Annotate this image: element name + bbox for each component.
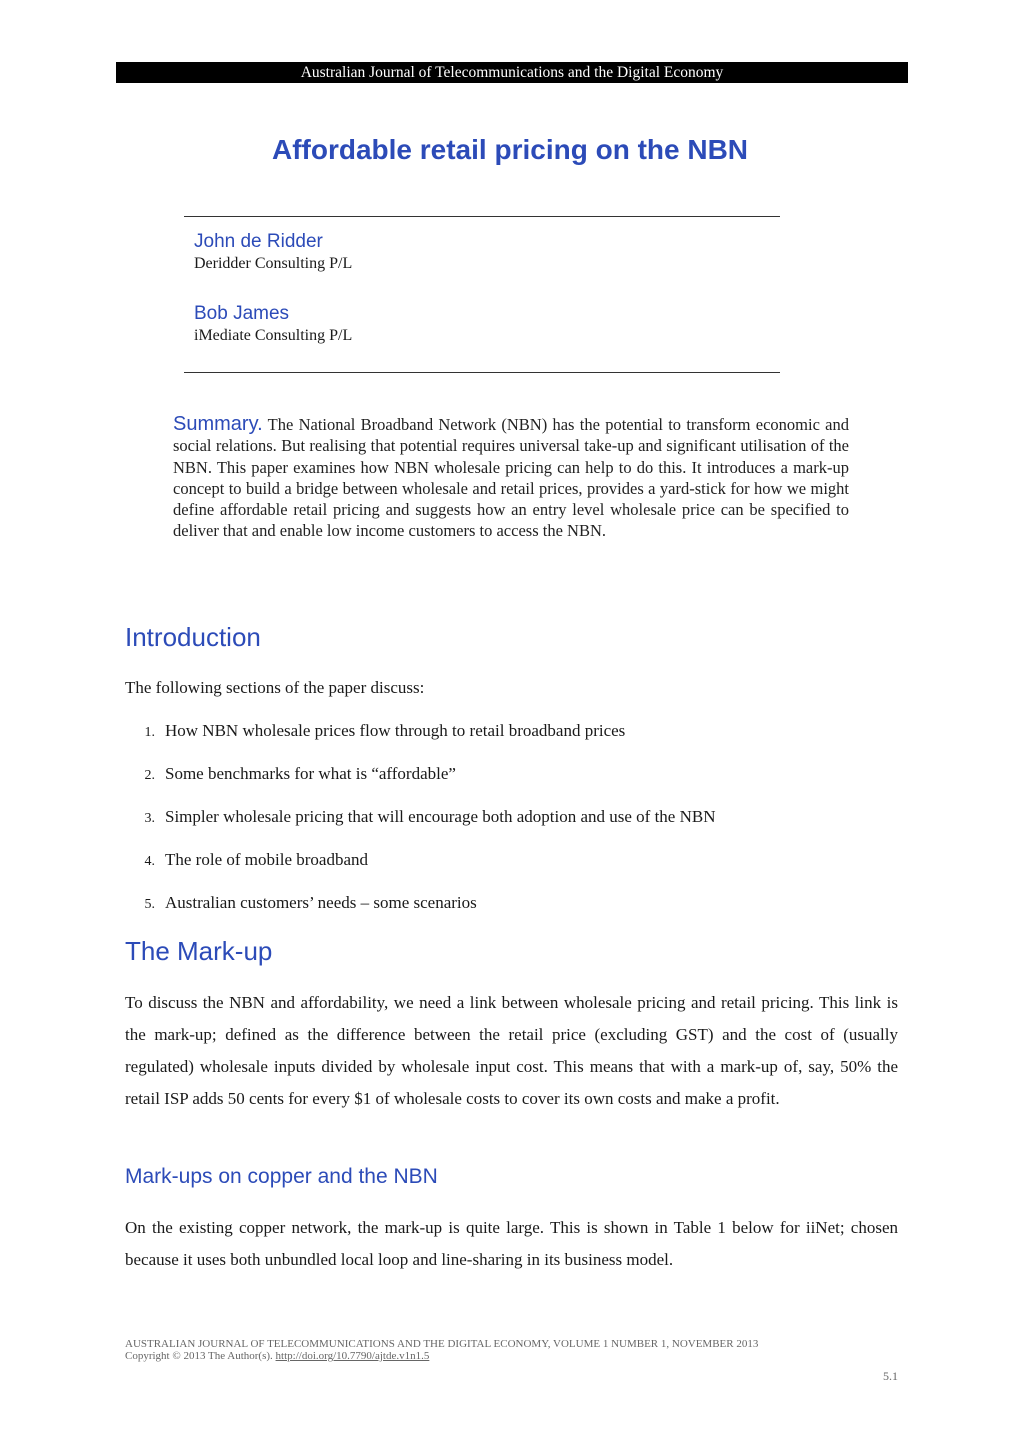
author-block-2 bbox=[194, 302, 352, 346]
list-item-text: How NBN wholesale prices flow through to retail broadband prices bbox=[165, 721, 626, 740]
author-block-1 bbox=[194, 230, 352, 274]
list-item bbox=[125, 763, 715, 806]
authors-top-rule bbox=[184, 216, 780, 217]
footer-copyright-line bbox=[125, 1350, 758, 1362]
author-affiliation: Deridder Consulting P/L bbox=[194, 255, 353, 272]
list-item bbox=[125, 849, 715, 892]
list-item bbox=[125, 806, 715, 849]
list-item-number: 3. bbox=[144, 811, 155, 826]
markup-subheading: Mark-ups on copper and the NBN bbox=[125, 1165, 438, 1188]
list-item-number: 1. bbox=[144, 725, 155, 740]
footer-doi-link[interactable]: http://doi.org/10.7790/ajtde.v1n1.5 bbox=[275, 1350, 430, 1362]
section-list bbox=[125, 720, 715, 935]
footer-copyright: Copyright © 2013 The Author(s). bbox=[125, 1350, 273, 1362]
summary-text: The National Broadband Network (NBN) has the potential to transform economic and social relations. But realising that potential requires universal take-up and significant utilisation of the NBN. This paper examines how NBN wholesale pricing can help to do this. It introduces a mark-up concept to build a bridge between wholesale and retail prices, provides a yard-stick for how we might define affordable retail pricing and suggests how an entry level wholesale price can be specified to deliver that and enable low income customers to access the NBN. bbox=[173, 415, 850, 541]
list-item bbox=[125, 892, 715, 935]
author-name: John de Ridder bbox=[194, 231, 323, 252]
markup-paragraph: To discuss the NBN and affordability, we need a link between wholesale pricing and retail pricing. This link is the mark-up; defined as the difference between the retail price (excluding GST) and the cost of (usually regulated) wholesale inputs divided by wholesale input cost. This means that with a mark-up of, say, 50% the retail ISP adds 50 cents for every $1 of wholesale costs to cover its own costs and make a profit. bbox=[125, 993, 898, 1108]
summary-paragraph bbox=[173, 414, 849, 542]
article-title: Affordable retail pricing on the NBN bbox=[271, 134, 749, 165]
list-item-text: Australian customers’ needs – some scenarios bbox=[165, 893, 477, 912]
summary-label: Summary. bbox=[173, 413, 263, 435]
journal-header-bar: Australian Journal of Telecommunications and the Digital Economy bbox=[116, 62, 908, 83]
introduction-lead: The following sections of the paper discuss: bbox=[125, 678, 425, 697]
footer-citation: AUSTRALIAN JOURNAL OF TELECOMMUNICATIONS AND THE DIGITAL ECONOMY, VOLUME 1 NUMBER 1, NOVEMBER 2013 bbox=[125, 1338, 759, 1350]
page-footer bbox=[125, 1338, 758, 1362]
list-item-text: Some benchmarks for what is “affordable” bbox=[165, 764, 456, 783]
author-affiliation: iMediate Consulting P/L bbox=[194, 327, 353, 344]
list-item-text: Simpler wholesale pricing that will encourage both adoption and use of the NBN bbox=[165, 807, 716, 826]
authors-bottom-rule bbox=[184, 372, 780, 373]
page-number: 5.1 bbox=[883, 1369, 898, 1383]
list-item-number: 5. bbox=[144, 897, 155, 912]
markup-heading: The Mark-up bbox=[125, 936, 273, 966]
list-item-number: 4. bbox=[144, 854, 155, 869]
list-item-text: The role of mobile broadband bbox=[165, 850, 368, 869]
markup-subparagraph: On the existing copper network, the mark-up is quite large. This is shown in Table 1 below for iiNet; chosen because it uses both unbundled local loop and line-sharing in its business model. bbox=[125, 1218, 898, 1269]
introduction-heading: Introduction bbox=[125, 622, 261, 652]
author-name: Bob James bbox=[194, 303, 290, 324]
list-item-number: 2. bbox=[144, 768, 155, 783]
list-item bbox=[125, 720, 715, 763]
